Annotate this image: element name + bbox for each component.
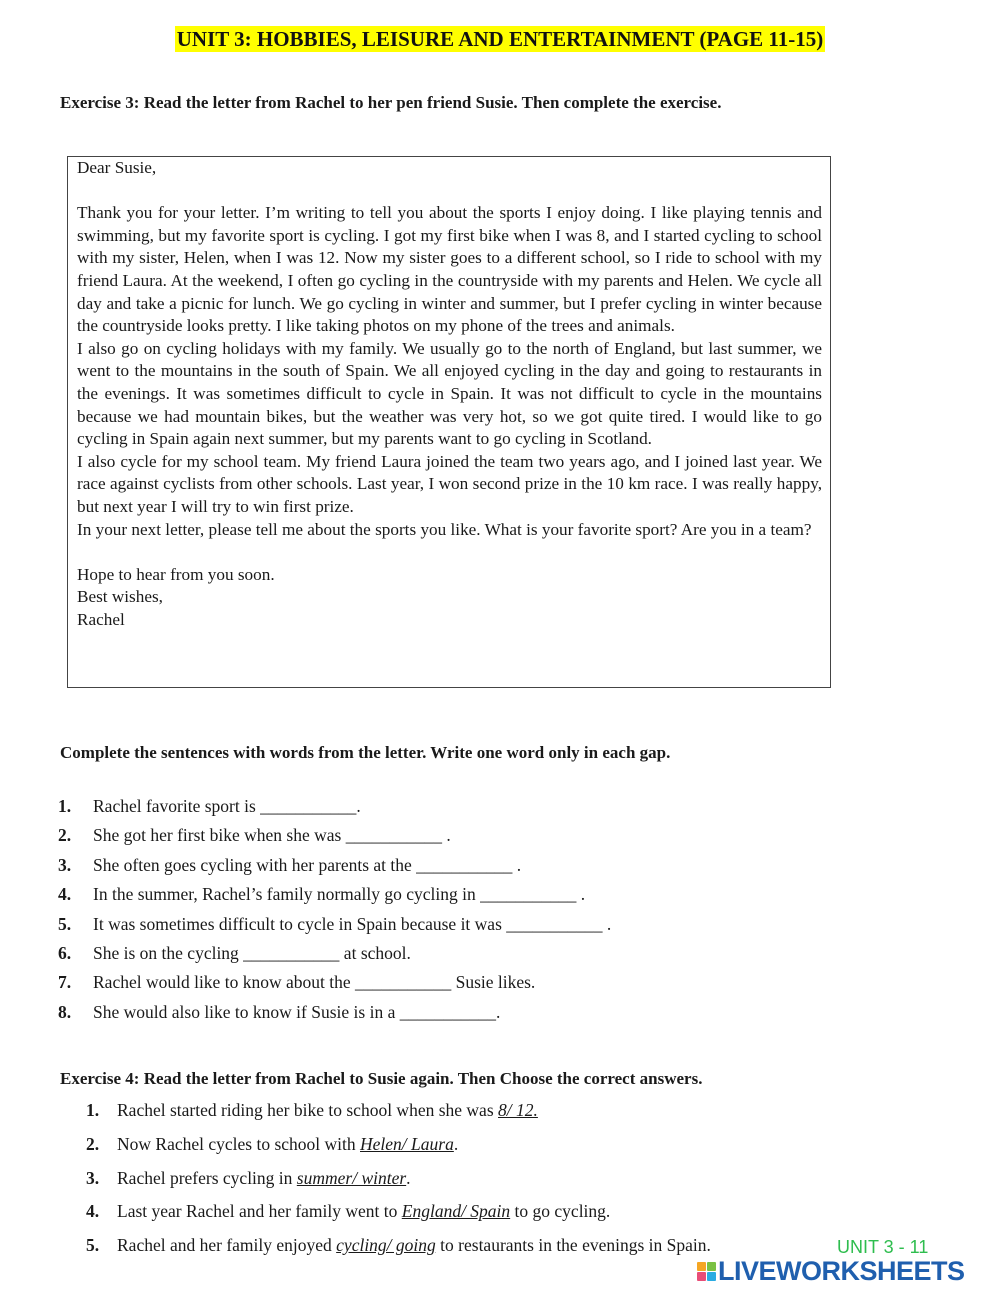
choice-item [86,1130,711,1164]
choice-item [86,1096,711,1130]
question-number: 3. [58,854,72,875]
brand-logo [697,1256,965,1286]
choice-item [86,1231,711,1265]
question-item [58,998,611,1027]
complete-heading: Complete the sentences with words from the letter. Write one word only in each gap. [60,743,671,762]
choice-options[interactable]: England/ Spain [401,1201,511,1222]
question-text[interactable]: She got her first bike when she was ___________ . [93,825,451,846]
question-number: 1. [58,796,72,816]
question-number: 8. [58,1001,72,1022]
letter-paragraph-1: Thank you for your letter. I’m writing to tell you about the sports I enjoy doing. I like playing tennis and swimming, but my favorite sport is cycling. I got my first bike when I was 8, and I started cycling to school with my sister, Helen, when I was 12. Now my sister goes to a different school, so I ride to school with my friend Laura. At the weekend, I often go cycling in the countryside with my parents and Helen. We cycle all day and take a picnic for lunch. We go cycling in winter and summer, but I prefer cycling in winter because the countryside looks pretty. I like taking photos on my phone of the trees and animals. [77,203,822,336]
question-number: 2. [58,825,72,846]
question-text[interactable]: In the summer, Rachel’s family normally go cycling in ___________ . [93,884,586,905]
question-text[interactable]: She is on the cycling ___________ at school. [93,942,411,963]
choice-item [86,1164,711,1198]
question-item [58,792,611,821]
choice-list [86,1096,711,1265]
question-number: 5. [58,913,72,934]
letter-signature: Rachel [77,609,125,629]
question-text[interactable]: Rachel would like to know about the ___________ Susie likes. [93,972,536,993]
choice-number: 5. [86,1235,100,1256]
blank-line [77,541,822,564]
choice-number: 3. [86,1167,100,1188]
question-number: 7. [58,972,72,993]
choice-text: Last year Rachel and her family went to [117,1201,402,1222]
choice-text-after: to go cycling. [510,1201,611,1222]
question-item [58,880,611,909]
letter-box [67,156,831,688]
unit-page-tag: UNIT 3 - 11 [837,1237,929,1257]
logo-grid-icon [697,1262,716,1281]
choice-text: Rachel prefers cycling in [117,1167,297,1188]
choice-options[interactable]: 8/ 12. [498,1100,538,1120]
question-item [58,851,611,880]
question-list [58,792,611,1027]
question-item [58,968,611,997]
title-row [0,26,1000,52]
choice-text: Rachel and her family enjoyed [117,1235,337,1256]
choice-options[interactable]: Helen/ Laura [360,1133,454,1154]
choice-number: 2. [86,1133,100,1154]
choice-text-after: . [453,1133,459,1154]
exercise3-heading: Exercise 3: Read the letter from Rachel to her pen friend Susie. Then complete the exercise. [60,93,722,112]
page-title: UNIT 3: HOBBIES, LEISURE AND ENTERTAINMENT (PAGE 11-15) [176,27,824,51]
choice-options[interactable]: summer/ winter [296,1167,407,1188]
letter-paragraph-4: In your next letter, please tell me about the sports you like. What is your favorite sport? Are you in a team? [77,519,812,539]
question-text[interactable]: She often goes cycling with her parents at the ___________ . [93,854,522,875]
letter-greeting: Dear Susie, [77,158,157,177]
choice-text-after: to restaurants in the evenings in Spain. [435,1235,711,1256]
exercise4-heading: Exercise 4: Read the letter from Rachel to Susie again. Then Choose the correct answers. [60,1069,703,1088]
question-item [58,821,611,850]
question-number: 4. [58,884,72,905]
question-item [58,939,611,968]
question-text[interactable]: It was sometimes difficult to cycle in Spain because it was ___________ . [93,913,612,934]
question-number: 6. [58,942,72,963]
question-text[interactable]: She would also like to know if Susie is in a ___________. [93,1001,501,1022]
letter-closing-2: Best wishes, [77,587,163,607]
choice-number: 4. [86,1201,100,1222]
letter-paragraph-2: I also go on cycling holidays with my family. We usually go to the north of England, but last summer, we went to the mountains in the south of Spain. We all enjoyed cycling in the day and going to restaurants in the evenings. It was sometimes difficult to cycle in Spain. It was not difficult to cycle in the mountains because we had mountain bikes, but the weather was very hot, so we got quite tired. I would like to go cycling in Spain again next summer, but my parents want to go cycling in Scotland. [77,338,822,449]
choice-options[interactable]: cycling/ going [336,1235,436,1256]
brand-name: LIVEWORKSHEETS [718,1256,965,1286]
choice-text: Rachel started riding her bike to school when she was [117,1100,499,1120]
question-text[interactable]: Rachel favorite sport is ___________. [93,796,361,816]
choice-item [86,1197,711,1231]
letter-paragraph-3: I also cycle for my school team. My friend Laura joined the team two years ago, and I joined last year. We race against cyclists from other schools. Last year, I won second prize in the 10 km race. I was really happy, but next year I will try to win first prize. [77,451,822,516]
choice-text-after: . [406,1167,411,1188]
question-item [58,910,611,939]
blank-line [77,180,822,203]
choice-text: Now Rachel cycles to school with [117,1133,361,1154]
choice-number: 1. [86,1100,100,1120]
letter-closing-1: Hope to hear from you soon. [77,564,275,584]
